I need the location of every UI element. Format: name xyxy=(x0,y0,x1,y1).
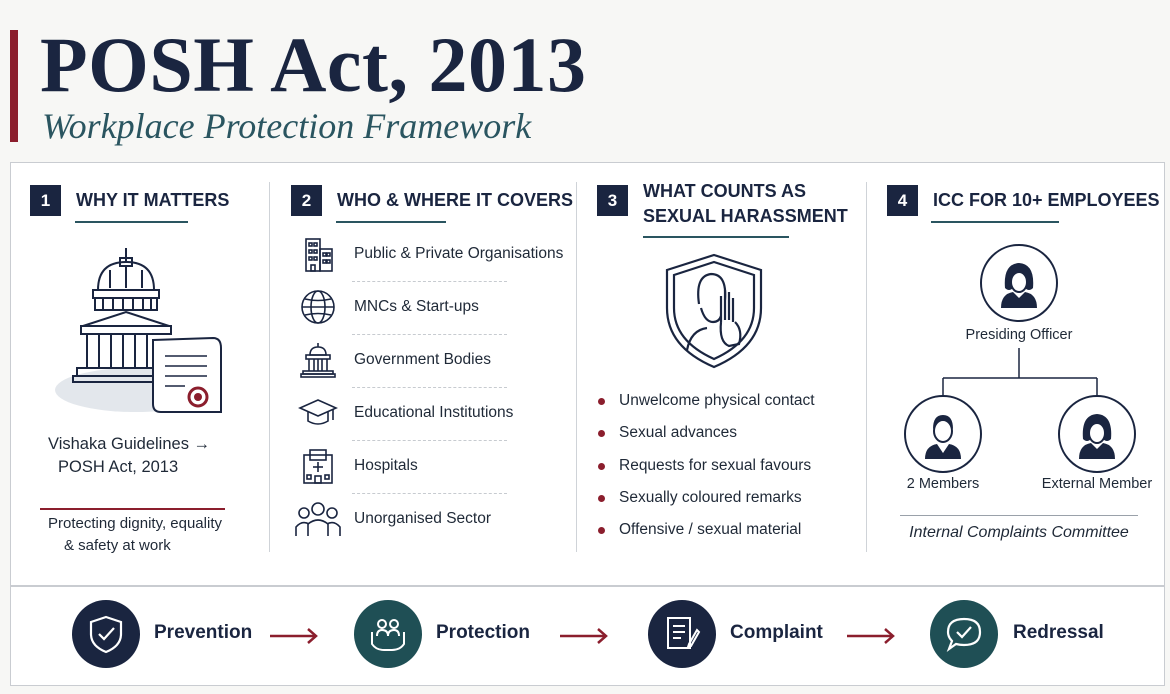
man-icon xyxy=(919,409,967,459)
graduation-cap-icon xyxy=(294,393,342,433)
tagline-line-1: Protecting dignity, equality xyxy=(48,515,222,532)
section-number: 2 xyxy=(291,185,322,216)
flow-arrow-icon xyxy=(845,626,897,646)
dashed-divider xyxy=(352,493,507,494)
column-divider xyxy=(576,182,577,552)
bullet-dot xyxy=(598,430,605,437)
section-title-line-2: SEXUAL HARASSMENT xyxy=(643,206,848,226)
coverage-label: Government Bodies xyxy=(354,351,491,368)
harassment-bullet: Sexually coloured remarks xyxy=(598,489,802,507)
complaint-step-circle xyxy=(648,600,716,668)
page-title: POSH Act, 2013 xyxy=(40,21,587,108)
bullet-dot xyxy=(598,463,605,470)
vishaka-guidelines-text: Vishaka Guidelines → xyxy=(48,435,211,453)
section-icc-header xyxy=(887,185,1160,216)
coverage-item-unorganised xyxy=(294,499,554,539)
government-building-icon xyxy=(294,340,342,380)
column-divider xyxy=(866,182,867,552)
coverage-label: Hospitals xyxy=(354,457,418,474)
bullet-dot xyxy=(598,398,605,405)
coverage-item-education xyxy=(294,393,554,433)
coverage-item-government xyxy=(294,340,554,380)
section-number: 1 xyxy=(30,185,61,216)
members-label: 2 Members xyxy=(906,476,980,492)
redressal-label: Redressal xyxy=(1013,622,1104,643)
flow-arrow-icon xyxy=(268,626,320,646)
office-building-icon xyxy=(294,234,342,274)
member-avatar xyxy=(904,395,982,473)
prevention-step-circle xyxy=(72,600,140,668)
section-title-line-1: WHAT COUNTS AS xyxy=(643,181,806,201)
redressal-step-circle xyxy=(930,600,998,668)
dashed-divider xyxy=(352,387,507,388)
hospital-icon xyxy=(294,446,342,486)
coverage-label: Public & Private Organisations xyxy=(354,245,564,262)
section-title: WHO & WHERE IT COVERS xyxy=(337,190,574,210)
external-member-label: External Member xyxy=(1041,476,1153,492)
coverage-label: MNCs & Start-ups xyxy=(354,298,479,315)
speech-check-icon xyxy=(944,614,984,654)
dashed-divider xyxy=(352,334,507,335)
tagline-line-2: & safety at work xyxy=(64,537,171,554)
coverage-label: Unorganised Sector xyxy=(354,510,491,527)
coverage-label: Educational Institutions xyxy=(354,404,514,421)
title-accent-bar xyxy=(10,30,18,142)
shield-stop-hand-icon xyxy=(663,252,765,370)
external-member-avatar xyxy=(1058,395,1136,473)
section-number: 4 xyxy=(887,185,918,216)
section-underline xyxy=(643,236,789,238)
globe-icon xyxy=(294,287,342,327)
harassment-bullet: Requests for sexual favours xyxy=(598,457,811,475)
coverage-item-mncs xyxy=(294,287,554,327)
woman-icon xyxy=(1073,409,1121,459)
protection-step-circle xyxy=(354,600,422,668)
bullet-dot xyxy=(598,527,605,534)
section-number: 3 xyxy=(597,185,628,216)
group-people-icon xyxy=(294,499,342,539)
prevention-label: Prevention xyxy=(154,622,253,643)
section-underline xyxy=(931,221,1059,223)
section-underline xyxy=(336,221,446,223)
document-pen-icon xyxy=(663,614,701,654)
section-who-header xyxy=(291,185,573,216)
hands-people-icon xyxy=(368,614,408,654)
woman-icon xyxy=(995,258,1043,308)
presiding-officer-avatar xyxy=(980,244,1058,322)
harassment-bullet: Offensive / sexual material xyxy=(598,521,801,539)
coverage-item-organisations xyxy=(294,234,564,274)
dashed-divider xyxy=(352,440,507,441)
posh-act-text: POSH Act, 2013 xyxy=(58,458,179,476)
capitol-and-scroll-icon xyxy=(55,240,235,420)
section-underline xyxy=(75,221,188,223)
column-divider xyxy=(269,182,270,552)
presiding-officer-label: Presiding Officer xyxy=(965,327,1073,343)
section-why-header xyxy=(30,185,229,216)
complaint-label: Complaint xyxy=(730,622,823,643)
harassment-bullet: Unwelcome physical contact xyxy=(598,392,815,410)
page-subtitle: Workplace Protection Framework xyxy=(42,106,532,146)
harassment-bullet: Sexual advances xyxy=(598,424,737,442)
section-title: ICC FOR 10+ EMPLOYEES xyxy=(933,190,1160,210)
section-title: WHY IT MATTERS xyxy=(76,190,230,210)
protection-label: Protection xyxy=(436,622,530,643)
committee-divider xyxy=(900,515,1138,516)
committee-label: Internal Complaints Committee xyxy=(909,524,1129,541)
bullet-dot xyxy=(598,495,605,502)
dashed-divider xyxy=(352,281,507,282)
flow-arrow-icon xyxy=(558,626,610,646)
org-connector-lines xyxy=(935,348,1105,398)
shield-check-icon xyxy=(88,614,124,654)
coverage-item-hospitals xyxy=(294,446,554,486)
section-what-header xyxy=(597,185,628,216)
section-divider xyxy=(40,508,225,510)
